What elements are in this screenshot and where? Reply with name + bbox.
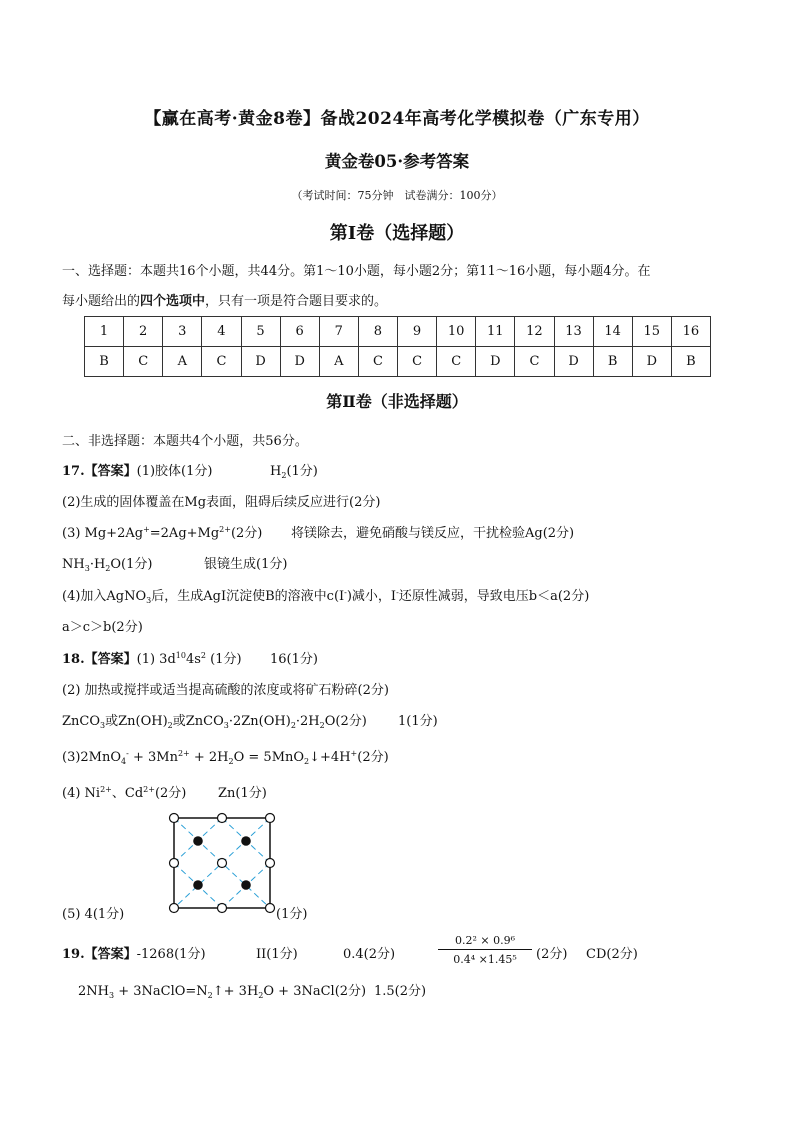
document-title: 【赢在高考·黄金8卷】备战2024年高考化学模拟卷（广东专用） (144, 109, 650, 129)
part1-heading: 第I卷（选择题） (329, 223, 465, 244)
question-number-cell: 15 (632, 317, 671, 347)
question-number-cell: 14 (593, 317, 632, 347)
answer-cell: A (319, 347, 358, 377)
q18-a2: (2) 加热或搅拌或适当提高硫酸的浓度或将矿石粉碎(2分) (62, 683, 389, 698)
answer-cell: B (671, 347, 710, 377)
q18-a2c: 1(1分) (398, 714, 438, 729)
question-number-cell: 1 (85, 317, 124, 347)
q19-label: 19.【答案】 (62, 947, 137, 962)
question-number-cell: 10 (437, 317, 476, 347)
q18-a2b: ZnCO$_3$或$Zn(OH)_2$或$ZnCO_3\cdot 2Zn(OH)_2\cdot 2H_2O(2$分) (62, 714, 367, 730)
answer-row (85, 347, 711, 377)
answer-cell: D (241, 347, 280, 377)
answer-cell: C (398, 347, 437, 377)
q18-a4b: Zn(1分) (218, 786, 267, 801)
fraction-numerator: 0.2² × 0.9⁶ (454, 934, 516, 947)
question-number-cell: 3 (163, 317, 202, 347)
question-number-cell: 2 (124, 317, 163, 347)
q18-a3: $(3)2MnO_4^- + 3Mn^{2+} + 2H_2O$ = 5MnO$_2$↓+4H+(2分) (62, 749, 389, 766)
intro2-bold: 四个选项中 (140, 294, 206, 309)
intro2-b: ，只有一项是符合题目要求的。 (205, 294, 388, 309)
question-number-cell: 9 (398, 317, 437, 347)
answer-cell: C (437, 347, 476, 377)
q17-a4b: a＞c＞b(2分) (62, 620, 143, 635)
exam-info: （考试时间：75分钟 试卷满分：100分） (291, 189, 503, 202)
answer-cell: D (632, 347, 671, 377)
answer-cell: C (515, 347, 554, 377)
q17-a3: (3) $Mg+2Ag^+=2Ag+Mg^{2+}(2$分) (62, 525, 263, 541)
answer-cell: B (85, 347, 124, 377)
q18-label: 18.【答案】 (62, 652, 137, 667)
q17-label: 17.【答案】 (62, 464, 137, 479)
question-number-cell: 8 (358, 317, 397, 347)
answer-cell: D (280, 347, 319, 377)
question-number-cell: 6 (280, 317, 319, 347)
answer-cell: B (593, 347, 632, 377)
q17-a1: (1)胶体(1分) (136, 464, 213, 479)
answer-table (84, 316, 711, 377)
q19-b2: 1.5(2分) (374, 984, 427, 999)
q19-line1: 19.【答案】-1268(1分) (62, 947, 206, 962)
answer-cell: C (124, 347, 163, 377)
answer-cell: C (358, 347, 397, 377)
intro2-a: 每小题给出的 (62, 294, 141, 309)
question-number-cell: 13 (554, 317, 593, 347)
answer-cell: A (163, 347, 202, 377)
part2-intro: 二、非选择题：本题共4个小题，共56分。 (62, 434, 308, 449)
q18-a5b: (1分) (276, 907, 308, 922)
question-number-cell: 12 (515, 317, 554, 347)
equilibrium-constant-fraction (436, 934, 534, 966)
document-subtitle: 黄金卷05·参考答案 (324, 152, 470, 171)
q18-a4: (4) $Ni^{2+}$、$Cd^{2+}(2$分) (62, 785, 187, 801)
fraction-denominator: 0.4⁴ ×1.45⁵ (453, 953, 517, 966)
q19-a5: CD(2分) (586, 947, 638, 962)
q19-b1: $2NH_3$ + $3NaClO=N_2↑+ 3H_2O$ + 3NaCl(2分) (78, 984, 367, 1000)
crystal-unit-cell-diagram (160, 812, 284, 916)
q17-line1 (62, 460, 212, 479)
q17-a4: (4)加入AgNO$_3$后，生成AgI沉淀使B的溶液中c(I-)减小，I-还原性减弱，导致电压b＜a(2分) (62, 588, 590, 605)
answer-cell: C (202, 347, 241, 377)
q17-a1b: $H_2(1$分) (270, 464, 318, 480)
q18-line1: 18.【答案】(1) $3d^{10}4s^2$ (1分) (62, 651, 242, 667)
part1-intro-line2 (62, 290, 387, 309)
question-number-row (85, 317, 711, 347)
question-number-cell: 11 (476, 317, 515, 347)
q19-a2: II(1分) (256, 947, 298, 962)
q17-a2: (2)生成的固体覆盖在Mg表面，阻碍后续反应进行(2分) (62, 495, 381, 510)
q19-a3: 0.4(2分) (343, 947, 396, 962)
q18-a5: (5) 4(1分) (62, 907, 125, 922)
answer-cell: D (476, 347, 515, 377)
part2-heading: 第Ⅱ卷（非选择题） (326, 392, 468, 411)
q17-a3c: $NH_3\cdot H_2O(1$分) (62, 557, 153, 573)
question-number-cell: 7 (319, 317, 358, 347)
part1-intro-line1: 一、选择题：本题共16个小题，共44分。第1～10小题，每小题2分；第11～16小题，每小题4分。在 (62, 264, 651, 279)
question-number-cell: 5 (241, 317, 280, 347)
q17-a3d: 银镜生成(1分) (204, 557, 288, 572)
question-number-cell: 16 (671, 317, 710, 347)
question-number-cell: 4 (202, 317, 241, 347)
answer-cell: D (554, 347, 593, 377)
q18-a1b: 16(1分) (270, 652, 318, 667)
q19-a4: (2分) (536, 947, 568, 962)
q17-a3b: 将镁除去，避免硝酸与镁反应，干扰检验Ag(2分) (291, 526, 575, 541)
